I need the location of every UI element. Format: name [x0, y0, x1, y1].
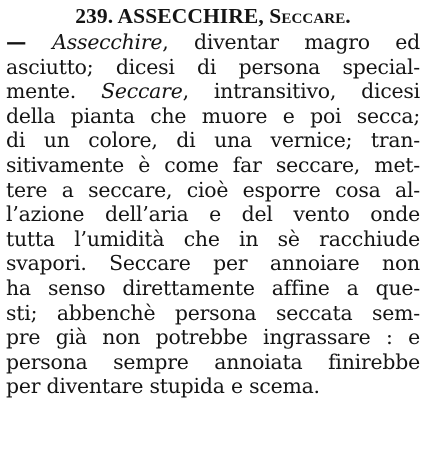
text-run: l’azione dell’aria e del vento onde [6, 202, 420, 227]
text-line [6, 30, 420, 55]
italic-term: Seccare [101, 79, 183, 104]
text-run: asciutto; dicesi di persona special- [6, 54, 420, 79]
text-line [6, 325, 420, 350]
text-run: svapori. Seccare per annoiare non [6, 251, 420, 276]
text-line [6, 301, 420, 326]
text-run: pre già non potrebbe ingrassare : e [6, 325, 420, 350]
text-run: , diventar magro ed [162, 30, 420, 54]
text-run: , intransitivo, dicesi [182, 79, 420, 104]
text-line [6, 178, 420, 203]
entry-headword: ASSECCHIRE, [117, 4, 264, 28]
text-line [6, 276, 420, 301]
text-run: mente. [6, 79, 102, 104]
text-line [6, 202, 420, 227]
entry-heading [6, 4, 420, 30]
text-line [6, 79, 420, 104]
text-run: per diventare stupida e scema. [6, 374, 320, 399]
text-run: sti; abbenchè persona seccata sem- [6, 300, 420, 325]
text-line [6, 128, 420, 153]
text-run: tutta l’umidità che in sè racchiude [6, 226, 420, 251]
text-line [6, 55, 420, 80]
text-run: ha senso direttamente affine a que- [6, 275, 420, 300]
entry-body [6, 4, 420, 399]
italic-term: Assecchire [52, 30, 163, 54]
text-line [6, 374, 420, 399]
text-run: di un colore, di una vernice; tran- [6, 128, 420, 153]
text-run: della pianta che muore e poi secca; [6, 103, 420, 128]
entry-text-lines [6, 30, 420, 399]
text-run: tere a seccare, cioè esporre cosa al- [6, 177, 420, 202]
text-line [6, 153, 420, 178]
text-line [6, 227, 420, 252]
entry-number: 239. [75, 4, 114, 28]
em-dash: — [6, 30, 53, 54]
text-line [6, 104, 420, 129]
text-run: persona sempre annoiata finirebbe [6, 349, 420, 374]
entry-headword-secondary: Seccare. [269, 4, 351, 28]
text-run: sitivamente è come far seccare, met- [6, 152, 420, 177]
text-line [6, 350, 420, 375]
text-line [6, 251, 420, 276]
